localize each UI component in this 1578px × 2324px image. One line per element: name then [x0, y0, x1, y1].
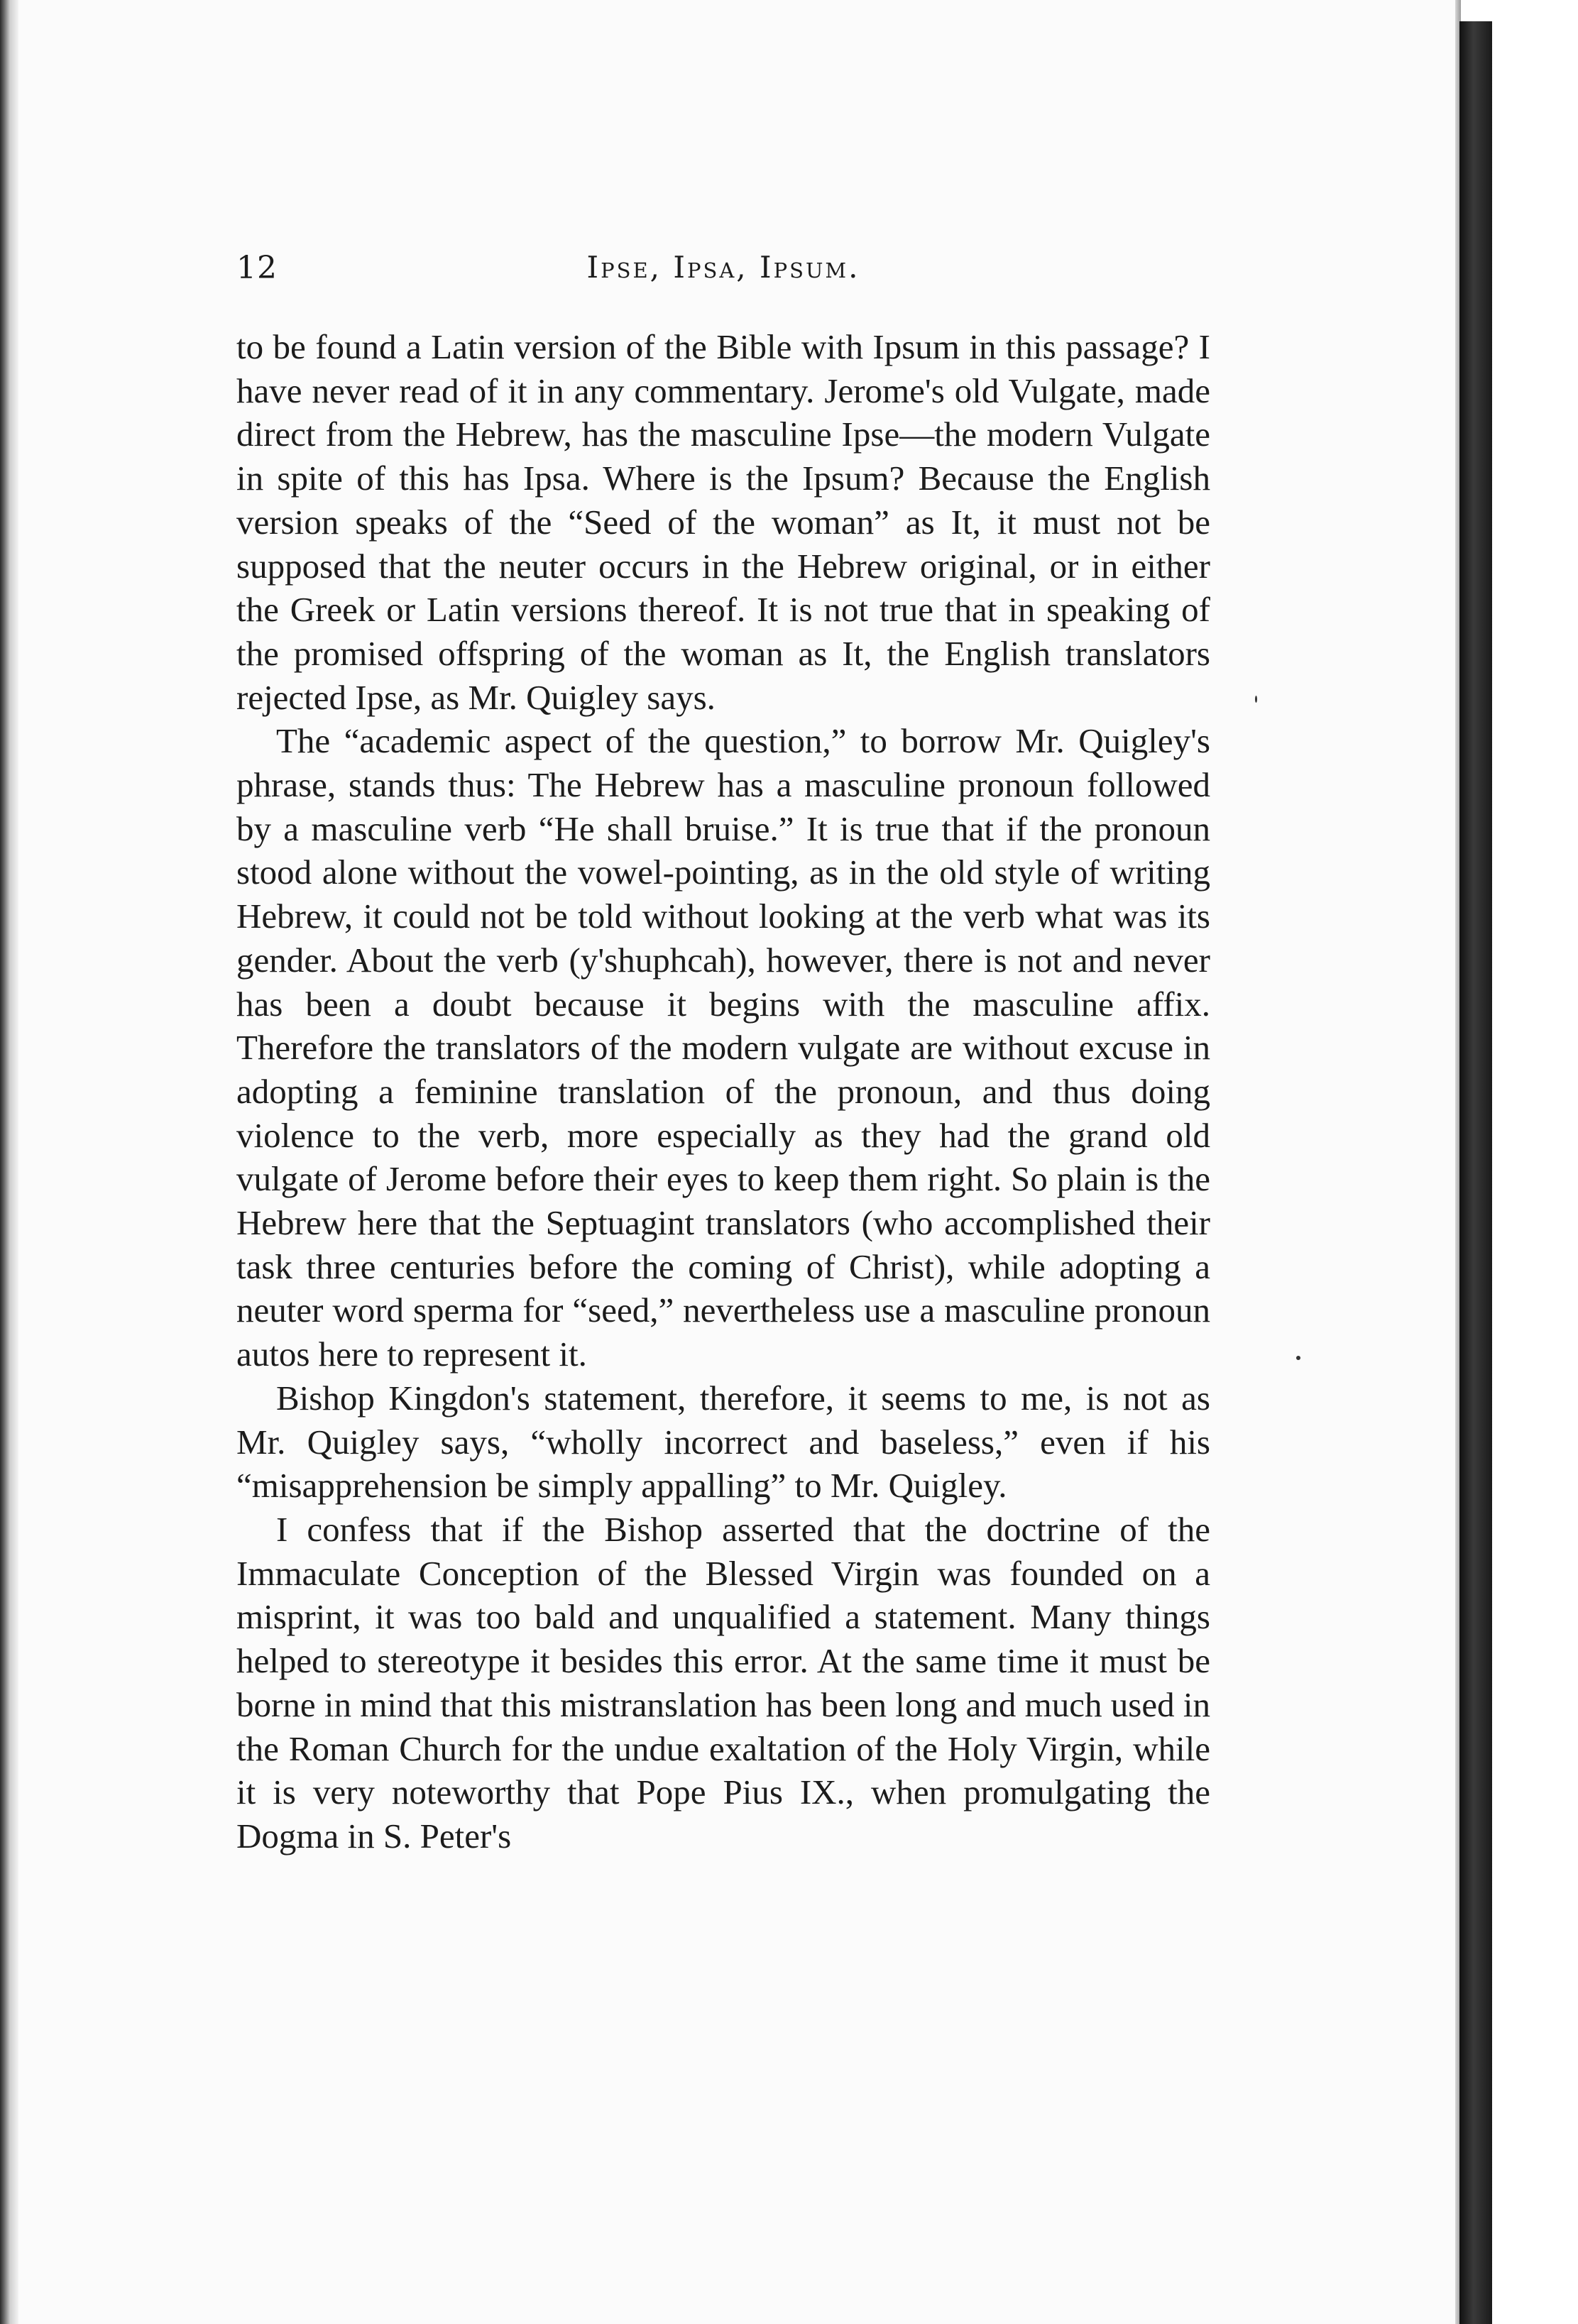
body-text — [236, 325, 1210, 1858]
paragraph: The “academic aspect of the question,” to borrow Mr. Quigley's phrase, stands thus: The Hebrew has a masculine pronoun followed by a masculine verb “He shall bruise.” It is true that if the pronoun stood alone without the vowel-pointing, as in the old style of writing Hebrew, it could not be told without looking at the verb what was its gender. About the verb (y'shuphcah), however, there is not and never has been a doubt because it begins with the masculine affix. Therefore the translators of the modern vulgate are without excuse in adopting a feminine translation of the pronoun, and thus doing violence to the verb, more especially as they had the grand old vulgate of Jerome before their eyes to keep them right. So plain is the Hebrew here that the Septuagint translators (who accomplished their task three centuries before the coming of Christ), while adopting a neuter word sperma for “seed,” nevertheless use a masculine pronoun autos here to represent it. — [236, 721, 1210, 1374]
running-title: Ipse, Ipsa, Ipsum. — [586, 250, 860, 285]
page-number: 12 — [236, 250, 278, 286]
paragraph: Bishop Kingdon's statement, therefore, it seems to me, is not as Mr. Quigley says, “wholly incorrect and baseless,” even if his “misapprehension be simply appalling” to Mr. Quigley. — [236, 1378, 1210, 1506]
book-spine — [1455, 0, 1578, 2324]
paragraph: to be found a Latin version of the Bible with Ipsum in this passage? I have never read of it in any commentary. Jerome's old Vulgate, made direct from the Hebrew, has the masculine Ipse—the modern Vulgate in spite of this has Ipsa. Where is the Ipsum? Because the English version speaks of the “Seed of the woman” as It, it must not be supposed that the neuter occurs in the Hebrew original, or in either the Greek or Latin versions thereof. It is not true that in speaking of the promised offspring of the woman as It, the English translators rejected Ipse, as Mr. Quigley says. — [236, 327, 1210, 717]
binding-edge — [0, 0, 18, 2324]
paragraph: I confess that if the Bishop asserted that the doctrine of the Immaculate Conception of the Blessed Virgin was founded on a misprint, it was too bald and unqualified a statement. Many things helped to stereotype it besides this error. At the same time it must be borne in mind that this mistranslation has been long and much used in the Roman Church for the undue exaltation of the Holy Virgin, while it is very noteworthy that Pope Pius IX., when promulgating the Dogma in S. Peter's — [236, 1509, 1210, 1856]
page-header — [236, 250, 1210, 292]
